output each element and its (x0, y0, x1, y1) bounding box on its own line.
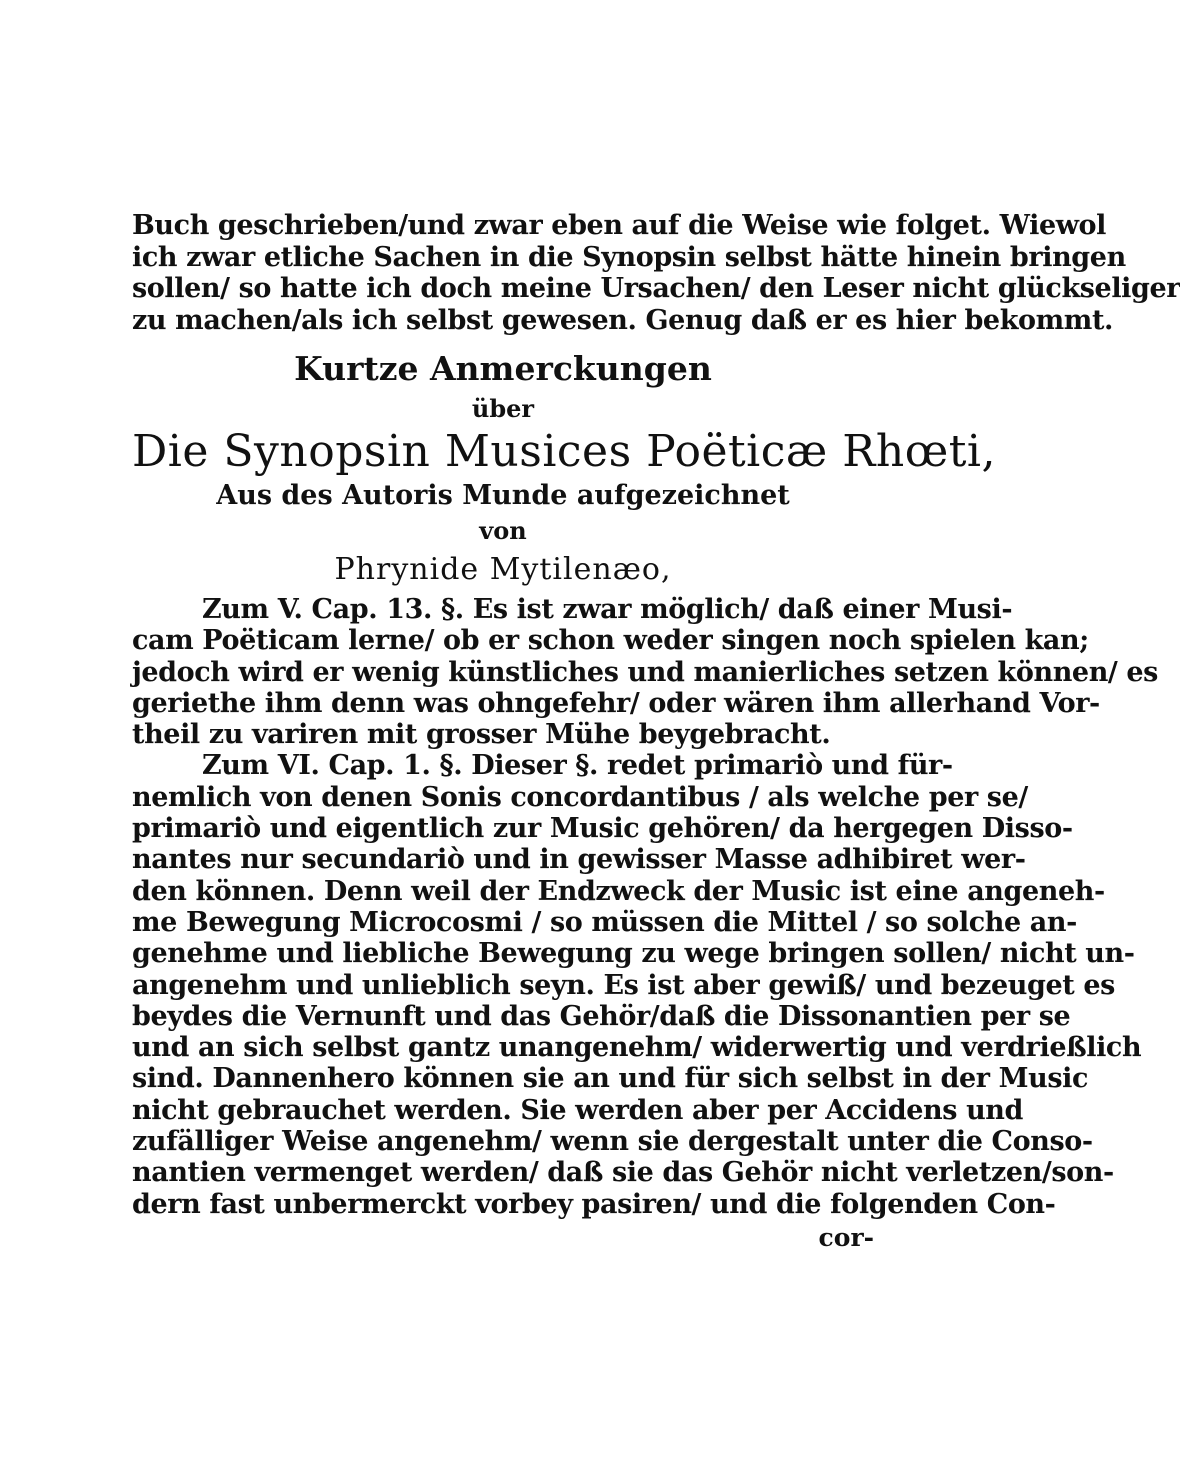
text-line: geriethe ihm denn was ohngefehr/ oder wären ihm allerhand Vor- (132, 687, 1100, 719)
text-line: primariò und eigentlich zur Music gehören/ da hergegen Disso- (132, 813, 1073, 845)
text-line: theil zu variren mit grosser Mühe beygebracht. (132, 719, 831, 751)
intro-paragraph (132, 210, 1180, 336)
text-line: jedoch wird er wenig künstliches und manierliches setzen können/ es (132, 656, 1158, 688)
text-line: beydes die Vernunft und das Gehör/daß die Dissonantien per se (132, 1000, 1071, 1032)
text-line: nantien vermenget werden/ daß sie das Gehör nicht verletzen/son- (132, 1157, 1114, 1189)
text-line: ich zwar etliche Sachen in die Synopsin selbst hätte hinein bringen (132, 241, 1126, 273)
text-line: sind. Dannenhero können sie an und für sich selbst in der Music (132, 1063, 1089, 1095)
text-line: zufälliger Weise angenehm/ wenn sie dergestalt unter die Conso- (132, 1126, 1093, 1158)
text-line: cam Poëticam lerne/ ob er schon weder singen noch spielen kan; (132, 625, 1089, 657)
paragraph-chapter-6 (132, 750, 1142, 1220)
paragraph-chapter-5 (132, 594, 1158, 751)
text-line: Zum VI. Cap. 1. §. Dieser §. redet primariò und für- (202, 750, 953, 782)
heading-source: Aus des Autoris Munde aufgezeichnet (216, 480, 790, 511)
text-line: und an sich selbst gantz unangenehm/ widerwertig und verdrießlich (132, 1032, 1142, 1064)
text-line: nantes nur secundariò und in gewisser Masse adhibiret wer- (132, 844, 1026, 876)
text-line: nicht gebrauchet werden. Sie werden aber per Accidens und (132, 1094, 1024, 1126)
heading-title: Kurtze Anmerckungen (294, 349, 712, 388)
heading-preposition: über (471, 394, 535, 423)
heading-author: Phrynide Mytilenæo, (334, 552, 672, 587)
text-line: dern fast unbermerckt vorbey pasiren/ und die folgenden Con- (132, 1188, 1056, 1220)
text-line: den können. Denn weil der Endzweck der Music ist eine angeneh- (132, 875, 1105, 907)
heading-von: von (479, 516, 527, 545)
text-line: angenehm und unlieblich seyn. Es ist aber gewiß/ und bezeuget es (132, 969, 1115, 1001)
heading-subject: Die Synopsin Musices Poëticæ Rhœti, (132, 426, 996, 477)
section-heading (132, 346, 996, 592)
text-line: nemlich von denen Sonis concordantibus / als welche per se/ (132, 781, 1028, 813)
text-line: sollen/ so hatte ich doch meine Ursachen/ den Leser nicht glückseliger (132, 273, 1180, 304)
text-line: genehme und liebliche Bewegung zu wege bringen sollen/ nicht un- (132, 938, 1135, 970)
catchword: cor- (818, 1222, 874, 1252)
text-line: Buch geschrieben/und zwar eben auf die Weise wie folget. Wiewol (132, 210, 1107, 241)
text-line: Zum V. Cap. 13. §. Es ist zwar möglich/ daß einer Musi- (202, 594, 1013, 625)
page-text-block (132, 210, 1180, 1253)
text-line: me Bewegung Microcosmi / so müssen die Mittel / so solche an- (132, 906, 1077, 938)
text-line: zu machen/als ich selbst gewesen. Genug daß er es hier bekommt. (132, 304, 1114, 336)
